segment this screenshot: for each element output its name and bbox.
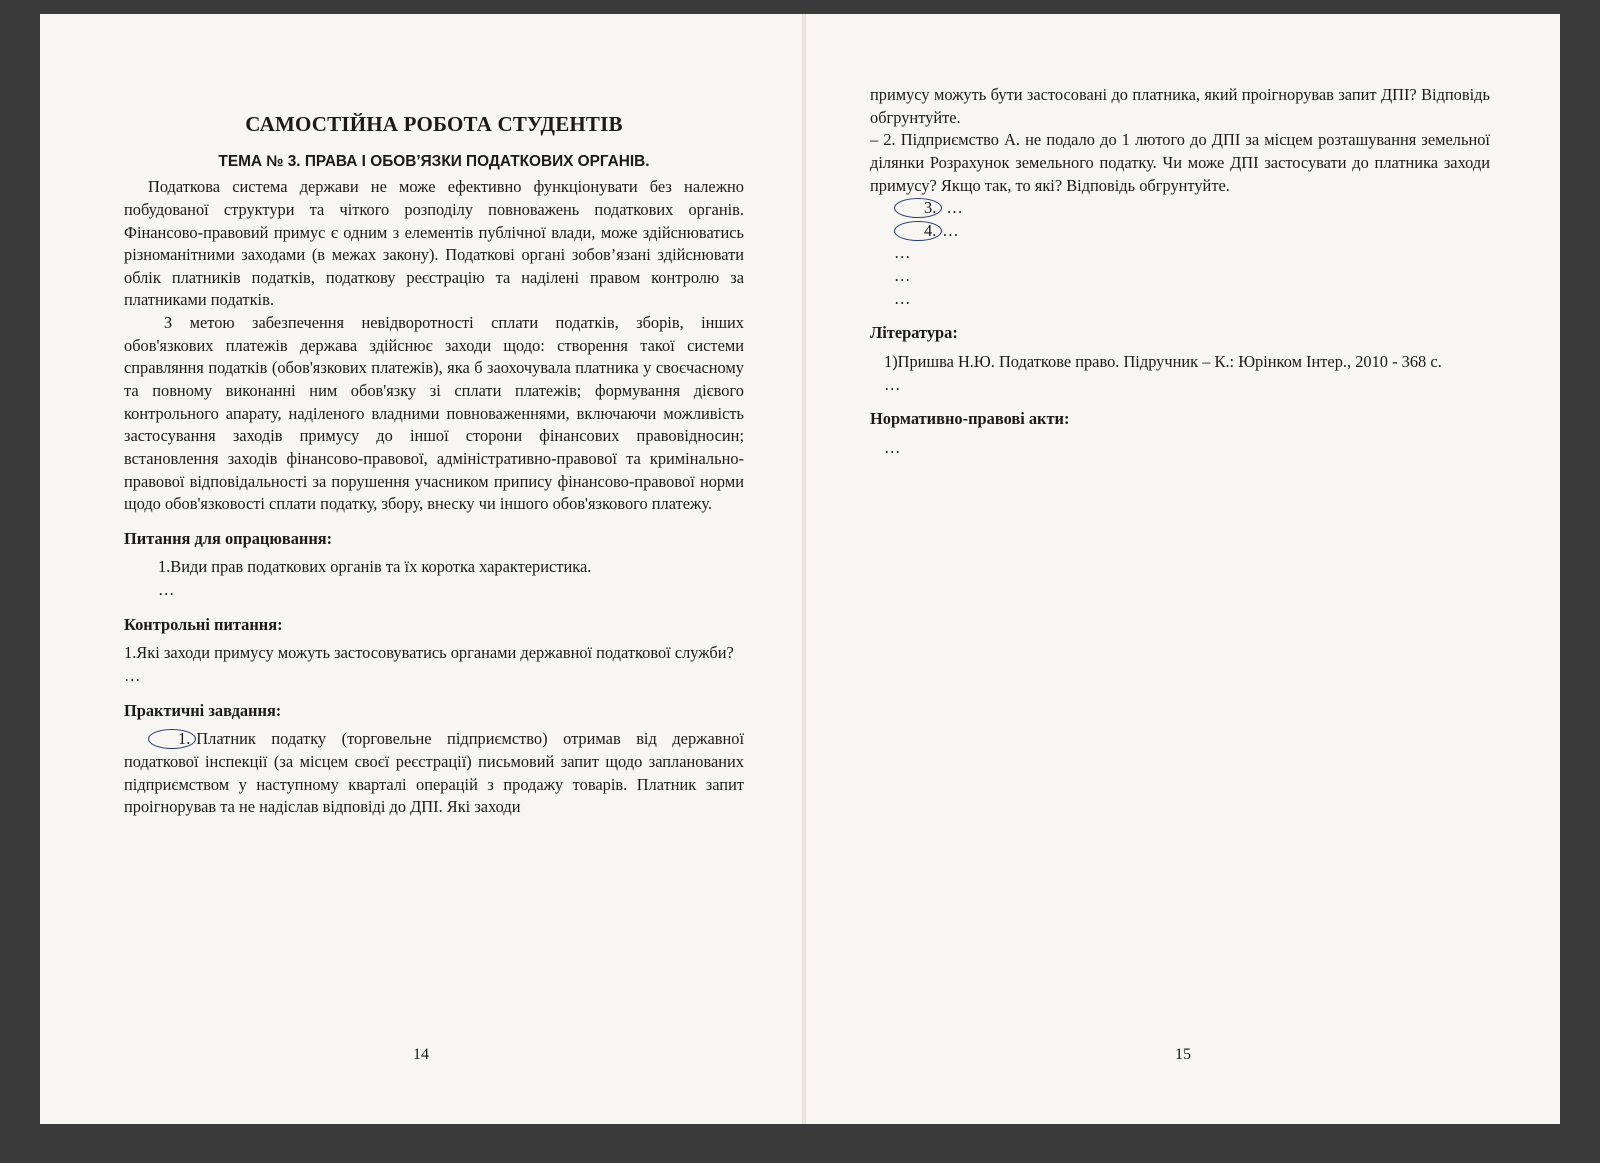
- control-questions-heading: Контрольні питання:: [124, 614, 283, 634]
- list-item: 1)Пришва Н.Ю. Податкове право. Підручник – К.: Юрінком Інтер., 2010 - 368 с.: [884, 352, 1442, 372]
- task-5: …: [894, 266, 911, 286]
- intro-paragraph: З метою забезпечення невідворотності сплати податків, зборів, інших обов'язкових платежів держава здійснює заходи щодо: створення такої системи справляння податків (обов'язкових платежів), яка б заохочувала платника у своєчасному та повному виконанні ним обов'язку зі сплати платежів; формування дієвого контрольного апарату, наділеного владними повноваженнями, включаючи можливість застосування заходів примусу до іншої сторони фінансових правовідносин; встановлення заходів фінансово-правової, адміністративно-правової та кримінально-правової відповідальності за порушення учасником припису фінансово-правової норми щодо обов'язковості сплати податку, збору, внеску чи іншого обов'язкового платежу.: [124, 313, 744, 514]
- literature-list: [870, 351, 1490, 396]
- list-item: 1.Які заходи примусу можуть застосовуватись органами державної податкової служби?: [124, 643, 734, 663]
- topic-title: ТЕМА № 3. ПРАВА І ОБОВ’ЯЗКИ ПОДАТКОВИХ ОРГАНІВ.: [218, 152, 650, 170]
- task-5-continued: …: [894, 288, 911, 308]
- task-2-text: 2. Підприємство А. не подало до 1 лютого до ДПІ за місцем розташування земельної ділянки Розрахунок земельного податку. Чи може ДПІ застосувати до платника заходи примусу? Якщо так, то які? Відповідь обгрунтуйте.: [870, 130, 1490, 195]
- left-page: [40, 14, 802, 1124]
- task-1-text: Платник податку (торговельне підприємство) отримав від державної податкової інспекції (за місцем своєї реєстрації) письмовий запит щодо запланованих підприємством у наступному кварталі операцій з продажу товарів. Платник запит проігнорував та не надіслав відповіді до ДПІ. Які заходи: [124, 729, 744, 817]
- task-3-text: …: [946, 198, 963, 218]
- list-item: …: [158, 580, 175, 600]
- circled-task-number: 1.: [148, 729, 196, 749]
- list-item: …: [124, 666, 141, 686]
- task-1-continuation: примусу можуть бути застосовані до платника, який проігнорував запит ДПІ? Відповідь обгрунтуйте.: [870, 85, 1490, 127]
- legal-acts-list: [870, 437, 1490, 460]
- task-3: [870, 197, 1490, 220]
- circled-task-number: 4.: [894, 221, 942, 241]
- page-number: 15: [1175, 1045, 1191, 1063]
- intro-paragraph: Податкова система держави не може ефективно функціонувати без належно побудованої структури та чіткого розподілу повноважень податкових органів. Фінансово-правовий примус є одним з елементів публічної влади, може здійснюватись різноманітними заходами (в межах закону). Податкові органі зобов’язані здійснювати облік платників податків, податкову реєстрацію та наділені правом контролю за платниками податків.: [124, 177, 744, 310]
- list-item: …: [884, 437, 901, 457]
- task-4-text: …: [942, 220, 959, 240]
- task-4-question: …: [894, 243, 911, 263]
- literature-heading: Література:: [870, 323, 958, 343]
- legal-acts-heading: Нормативно-правові акти:: [870, 409, 1070, 429]
- list-item: …: [884, 374, 901, 394]
- handwritten-dash: –: [870, 130, 879, 150]
- page-title: САМОСТІЙНА РОБОТА СТУДЕНТІВ: [245, 112, 623, 136]
- right-page: [806, 14, 1560, 1124]
- questions-heading: Питання для опрацювання:: [124, 528, 333, 548]
- task-1: [124, 728, 744, 819]
- circled-task-number: 3.: [894, 198, 942, 218]
- task-4: [870, 220, 1490, 243]
- questions-list: [124, 556, 744, 601]
- list-item: 1.Види прав податкових органів та їх коротка характеристика.: [158, 557, 592, 577]
- tasks-heading: Практичні завдання:: [124, 700, 282, 720]
- page-number: 14: [413, 1045, 429, 1063]
- control-questions-list: [124, 642, 744, 687]
- task-2: [870, 129, 1490, 197]
